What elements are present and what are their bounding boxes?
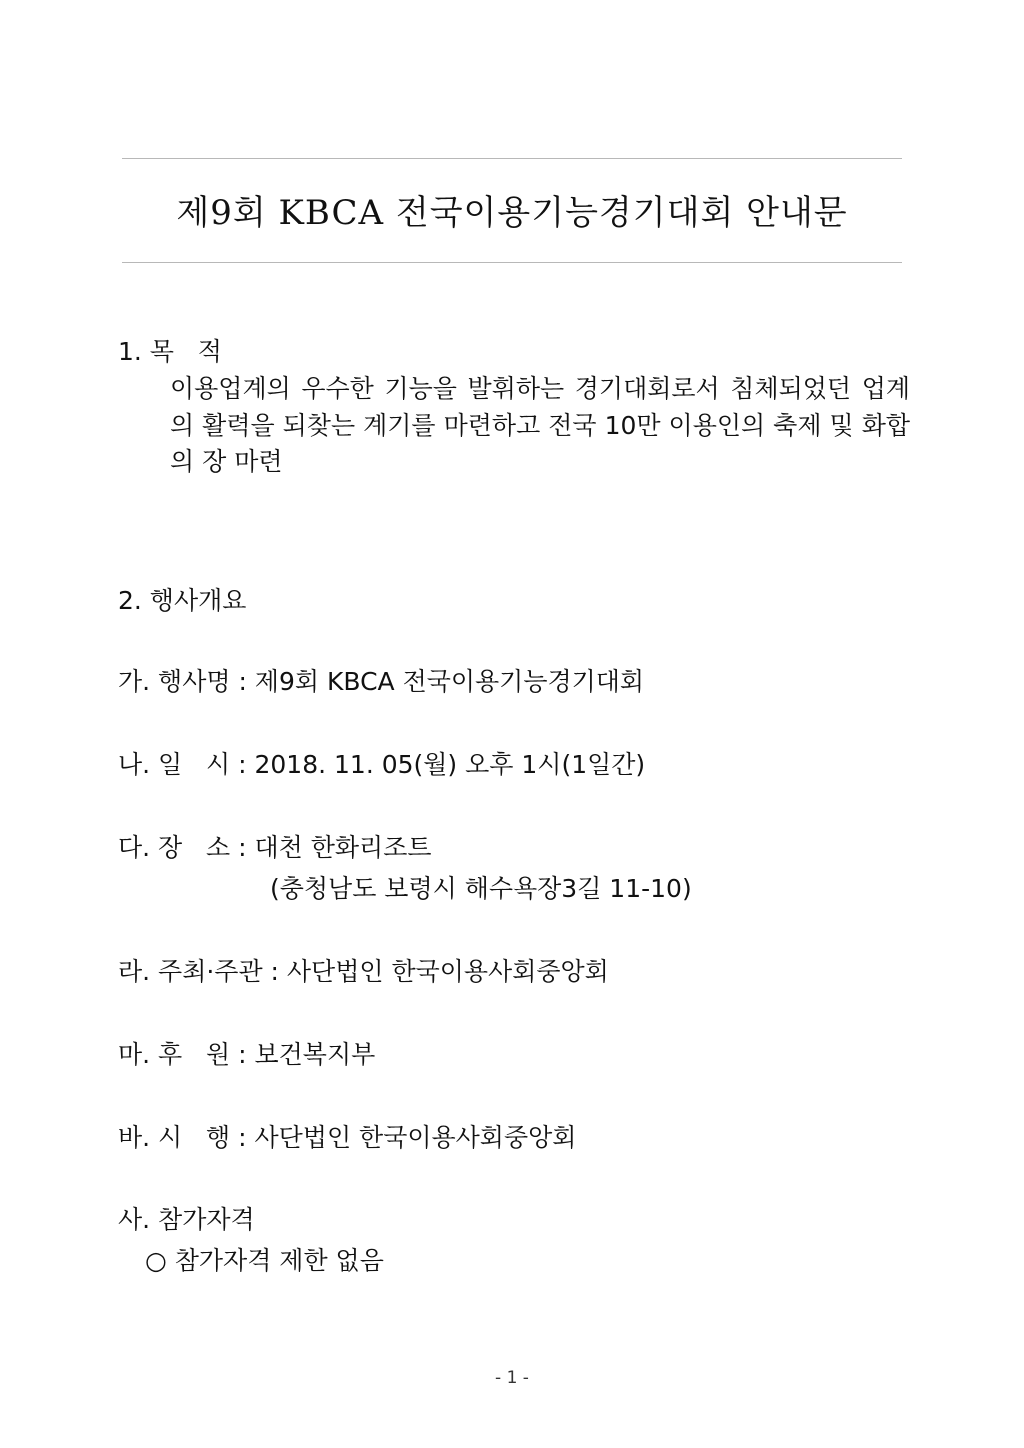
section-purpose-body: 이용업계의 우수한 기능을 발휘하는 경기대회로서 침체되었던 업계의 활력을 되찾는 계기를 마련하고 전국 10만 이용인의 축제 및 화합의 장 마련 xyxy=(170,374,910,476)
event-sponsor-line: 마. 후 원 : 보건복지부 xyxy=(118,1040,376,1069)
event-date-line: 나. 일 시 : 2018. 11. 05(월) 오후 1시(1일간) xyxy=(118,750,646,779)
eligibility-heading: 사. 참가자격 xyxy=(118,1205,255,1234)
document-title: 제9회 KBCA 전국이용기능경기대회 안내문 xyxy=(176,193,848,233)
event-venue-line: 다. 장 소 : 대천 한화리조트 xyxy=(118,833,432,862)
event-name-line: 가. 행사명 : 제9회 KBCA 전국이용기능경기대회 xyxy=(118,667,645,696)
page-number: - 1 - xyxy=(495,1368,529,1388)
section-overview-heading: 2. 행사개요 xyxy=(118,586,247,615)
eligibility-item: ○ 참가자격 제한 없음 xyxy=(145,1246,384,1275)
bottom-divider xyxy=(122,262,902,263)
top-divider xyxy=(122,158,902,159)
event-organizer-line: 라. 주최·주관 : 사단법인 한국이용사회중앙회 xyxy=(118,957,609,986)
section-purpose-heading: 1. 목 적 xyxy=(118,337,222,366)
event-executor-line: 바. 시 행 : 사단법인 한국이용사회중앙회 xyxy=(118,1123,577,1152)
event-venue-address: (충청남도 보령시 해수욕장3길 11-10) xyxy=(270,874,692,903)
